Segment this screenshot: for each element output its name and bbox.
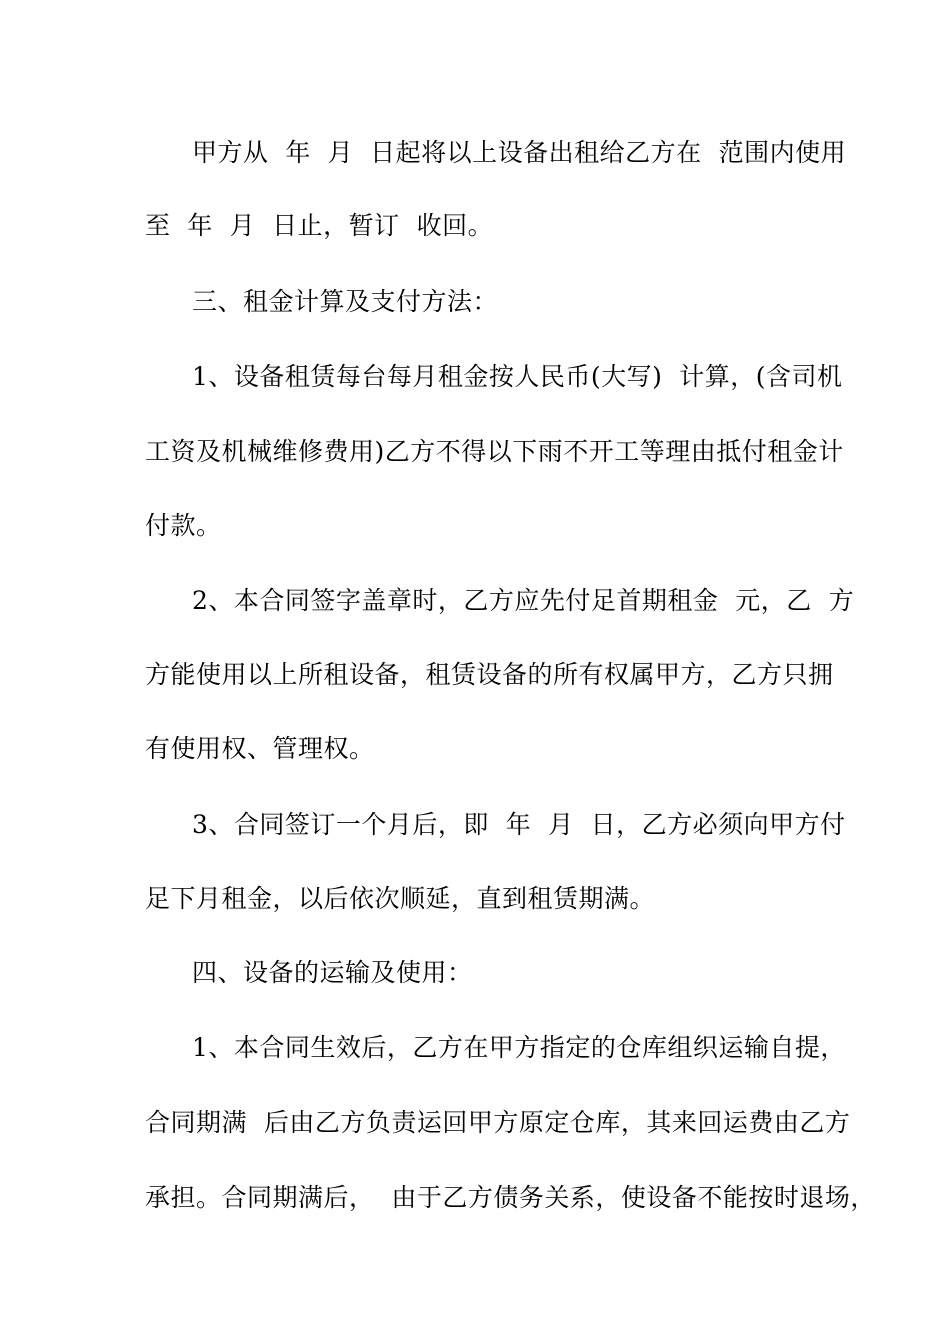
paragraph-line: 3、合同签订一个月后，即 年 月 日，乙方必须向甲方付	[192, 810, 846, 839]
paragraph-line: 承担。合同期满后， 由于乙方债务关系，使设备不能按时退场，	[145, 1183, 876, 1212]
paragraph-line: 足下月租金，以后依次顺延，直到租赁期满。	[145, 884, 656, 913]
paragraph-line: 付款。	[145, 511, 222, 540]
section-heading: 三、租金计算及支付方法：	[192, 287, 499, 316]
paragraph-line: 甲方从 年 月 日起将以上设备出租给乙方在 范围内使用	[192, 138, 847, 167]
paragraph-line: 2、本合同签字盖章时，乙方应先付足首期租金 元，乙 方	[192, 586, 855, 615]
paragraph-line: 工资及机械维修费用)乙方不得以下雨不开工等理由抵付租金计	[145, 437, 844, 466]
paragraph-line: 合同期满 后由乙方负责运回甲方原定仓库，其来回运费由乙方	[145, 1108, 851, 1137]
paragraph-line: 至 年 月 日止，暂订 收回。	[145, 211, 494, 240]
paragraph-line: 1、本合同生效后，乙方在甲方指定的仓库组织运输自提，	[192, 1033, 846, 1062]
section-heading: 四、设备的运输及使用：	[192, 958, 473, 987]
paragraph-line: 方能使用以上所租设备，租赁设备的所有权属甲方，乙方只拥	[145, 660, 834, 689]
paragraph-line: 有使用权、管理权。	[145, 734, 375, 763]
paragraph-line: 1、设备租赁每台每月租金按人民币(大写) 计算，(含司机	[192, 362, 843, 391]
